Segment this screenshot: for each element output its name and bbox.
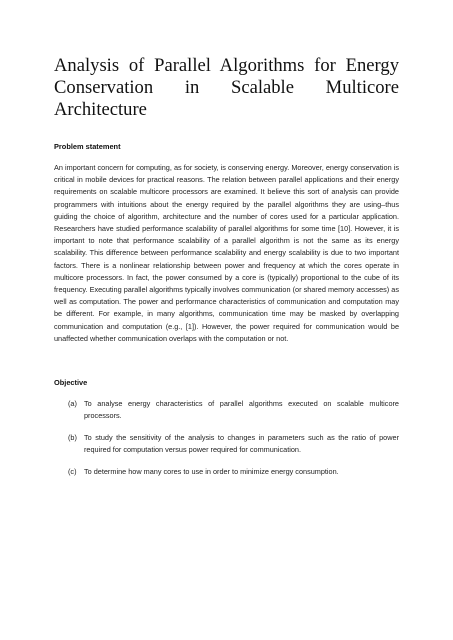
objective-item-a [68, 398, 399, 422]
objective-item-c [68, 466, 399, 478]
objective-marker: (b) [68, 433, 77, 443]
section-spacer [54, 345, 399, 378]
document-title: Analysis of Parallel Algorithms for Energy Conservation in Scalable Multicore Architecture [54, 55, 399, 120]
objective-text: To determine how many cores to use in order to minimize energy consumption. [84, 467, 339, 477]
objective-item-b [68, 432, 399, 456]
objective-text: To study the sensitivity of the analysis to changes in parameters such as the ratio of power required for computation versus power required for communication. [84, 433, 399, 455]
problem-statement-heading: Problem statement [54, 142, 121, 151]
problem-statement-paragraph: An important concern for computing, as for society, is conserving energy. Moreover, energy conservation is critical in mobile devices for practical reasons. The relation between parallel applications and their energy requirements on scalable multicore processors are examined. It believe this sort of analysis can provide programmers with intuitions about the energy required by the parallel algorithms they are using–thus guiding the choice of algorithm, architecture and the number of cores used for a particular application. Researchers have studied performance scalability of parallel algorithms for some time [10]. However, it is important to note that performance scalability of a parallel algorithm is not the same as its energy scalability. This difference between performance scalability and energy scalability is due to two important factors. There is a nonlinear relationship between power and frequency at which the cores operate in multicore processors. In fact, the power consumed by a core is (typically) proportional to the cube of its frequency. Executing parallel algorithms typically involves communication (or shared memory accesses) as well as computation. The power and performance characteristics of communication and computation may be different. For example, in many algorithms, communication time may be masked by overlapping communication and computation (e.g., [1]). However, the power required for communication would be unaffected whether communication overlaps with the computation or not. [54, 163, 399, 343]
objective-marker: (a) [68, 399, 77, 409]
objective-marker: (c) [68, 467, 77, 477]
objective-list [54, 398, 399, 478]
objective-heading: Objective [54, 378, 88, 388]
objective-text: To analyse energy characteristics of parallel algorithms executed on scalable multicore processors. [84, 399, 399, 421]
